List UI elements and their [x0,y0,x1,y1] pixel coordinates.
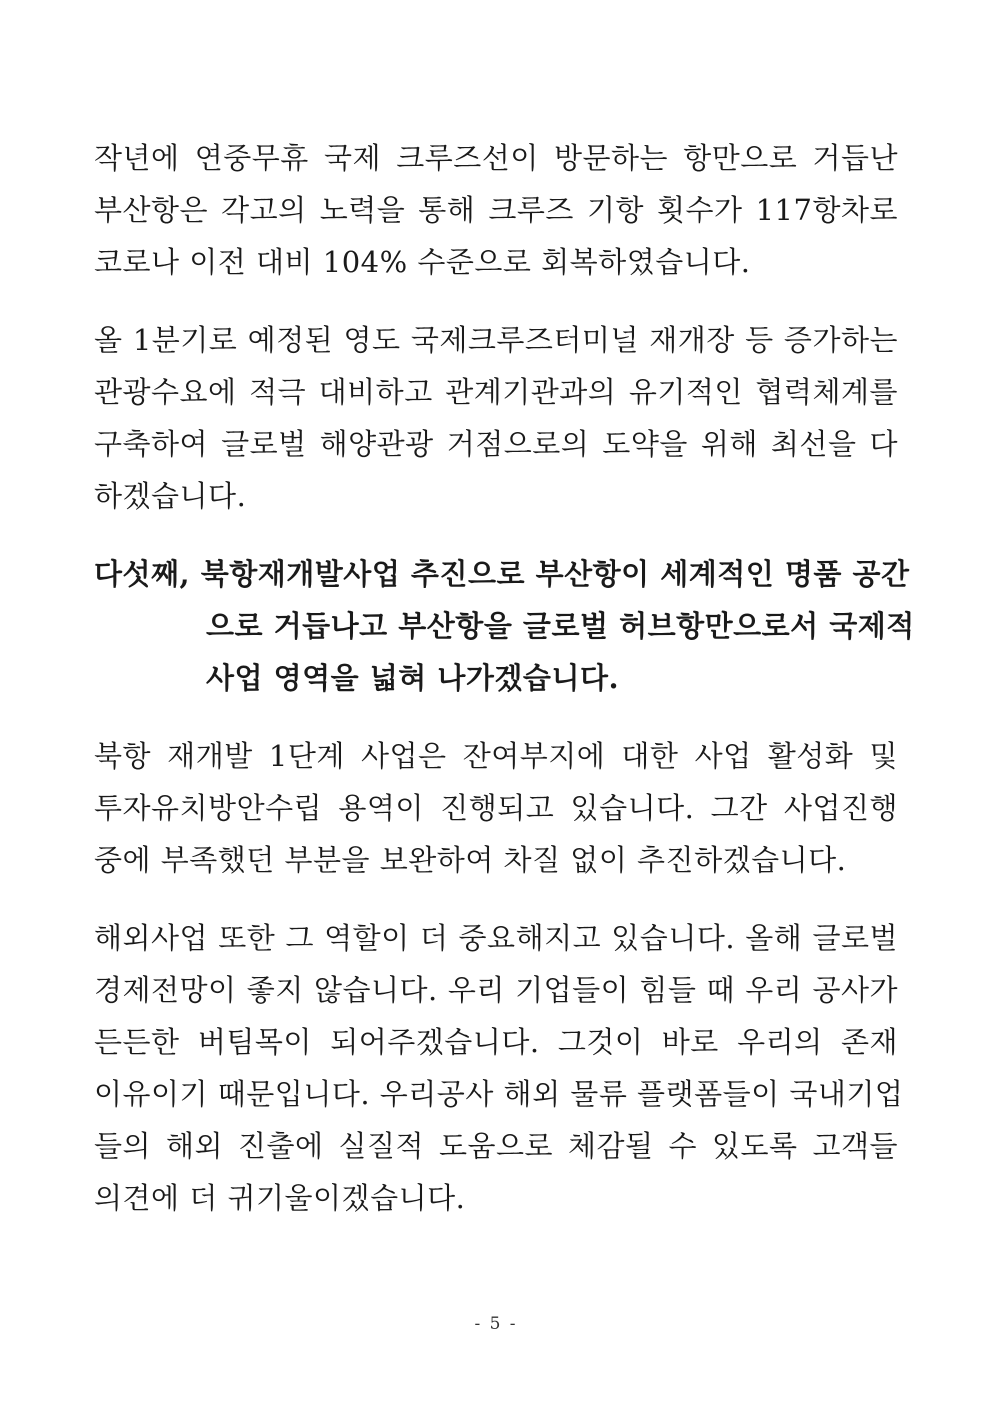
page-number: - 5 - [474,1314,518,1334]
text-line: 투자유치방안수립 용역이 진행되고 있습니다. 그간 사업진행 [94,791,898,825]
text-line: 작년에 연중무휴 국제 크루즈선이 방문하는 항만으로 거듭난 [94,141,898,175]
text-line: 중에 부족했던 부분을 보완하여 차질 없이 추진하겠습니다. [94,843,847,877]
text-line: 올 1분기로 예정된 영도 국제크루즈터미널 재개장 등 증가하는 [94,323,898,357]
text-line: 들의 해외 진출에 실질적 도움으로 체감될 수 있도록 고객들 [94,1129,898,1163]
text-line: 경제전망이 좋지 않습니다. 우리 기업들이 힘들 때 우리 공사가 [94,973,898,1007]
text-line: 관광수요에 적극 대비하고 관계기관과의 유기적인 협력체계를 [94,375,898,409]
text-line: 의견에 더 귀기울이겠습니다. [94,1181,466,1215]
text-line: 코로나 이전 대비 104% 수준으로 회복하였습니다. [94,245,751,279]
text-line: 부산항은 각고의 노력을 통해 크루즈 기항 횟수가 117항차로 [94,193,898,227]
text-line: 북항 재개발 1단계 사업은 잔여부지에 대한 사업 활성화 및 [94,739,898,773]
heading-line: 사업 영역을 넓혀 나가겠습니다. [206,661,620,695]
text-line: 하겠습니다. [94,479,247,513]
text-line: 구축하여 글로벌 해양관광 거점으로의 도약을 위해 최선을 다 [94,427,898,461]
text-line: 이유이기 때문입니다. 우리공사 해외 물류 플랫폼들이 국내기업 [94,1077,904,1111]
heading-line: 으로 거듭나고 부산항을 글로벌 허브항만으로서 국제적 [206,609,915,643]
text-line: 해외사업 또한 그 역할이 더 중요해지고 있습니다. 올해 글로벌 [94,921,898,955]
text-line: 든든한 버팀목이 되어주겠습니다. 그것이 바로 우리의 존재 [94,1025,898,1059]
heading-line: 다섯째, 북항재개발사업 추진으로 부산항이 세계적인 명품 공간 [94,557,910,591]
